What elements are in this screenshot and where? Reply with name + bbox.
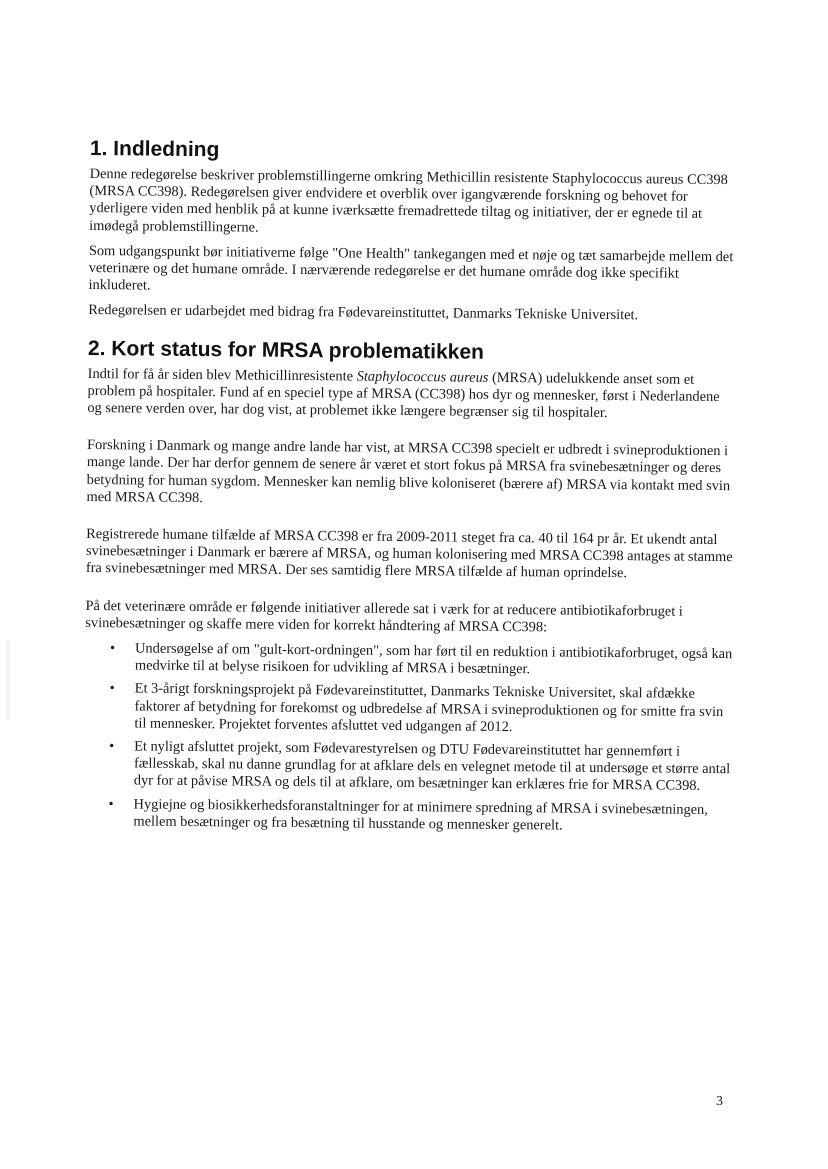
list-item-text: Hygiejne og biosikkerhedsforanstaltninger for at minimere spredning af MRSA i svinebesætningen, mellem besætninger og fra besætning til husstande og mennesker generelt.: [133, 796, 708, 834]
bullet-icon: •: [109, 680, 115, 697]
species-name-italic: Staphylococcus aureus: [356, 368, 489, 386]
paragraph-text: Indtil for få år siden blev Methicillinresistente: [87, 365, 357, 385]
list-item: [84, 738, 734, 796]
initiatives-list: [83, 640, 735, 836]
bullet-icon: •: [109, 738, 115, 755]
list-item: [83, 796, 733, 837]
paragraph-text: (MRSA) udelukkende anset som et problem på hospitaler. Fund af en speciel type af MRSA (CC398) hos dyr og mennesker, først i Nederlandene og senere verden over, har dog vist, at problemet ikke længere begrænser sig til hospitaler.: [87, 369, 720, 422]
list-item: [84, 680, 734, 738]
section-1-heading: 1. Indledning: [89, 136, 220, 162]
list-item-text: Et 3-årigt forskningsprojekt på Fødevareinstituttet, Danmarks Tekniske Universitet, skal afdække faktorer af betydning for forekomst og udbredelse af MRSA i svineproduktionen og for smitte fra svin til mennesker. Projektet forventes afsluttet ved udgangen af 2012.: [134, 680, 724, 735]
section-2-heading: 2. Kort status for MRSA problematikken: [87, 336, 485, 364]
section-2-paragraph-3: Registrerede humane tilfælde af MRSA CC398 er fra 2009-2011 steget fra ca. 40 til 164 pr år. Et ukendt antal svinebesætninger i Danmark er bærere af MRSA, og human kolonisering med MRSA CC398 antages at stamme fra svinebesætninger med MRSA. Der ses samtidig flere MRSA tilfælde af human oprindelse.: [85, 526, 733, 582]
list-item-text: Et nyligt afsluttet projekt, som Fødevarestyrelsen og DTU Fødevareinstituttet har gennemført i fællesskab, skal nu danne grundlag for at afklare dels en velegnet metode til at undersøge et større antal dyr for at påvise MRSA og dels til at afklare, om besætninger kan erklæres frie for MRSA CC398.: [133, 738, 731, 795]
section-2-paragraph-1: [87, 366, 737, 424]
section-2-paragraph-4: På det veterinære område er følgende initiativer allerede sat i værk for at reducere antibiotikaforbruget i svinebesætninger og skaffe mere viden for korrekt håndtering af MRSA CC398:: [85, 597, 683, 636]
list-item-text: Undersøgelse af om "gult-kort-ordningen", som har ført til en reduktion i antibiotikaforbruget, også kan medvirke til at belyse risikoen for udvikling af MRSA i besætninger.: [134, 640, 733, 678]
section-2-paragraph-2: Forskning i Danmark og mange andre lande har vist, at MRSA CC398 specielt er udbredt i svineproduktionen i mange lande. Der har derfor gennem de senere år været et stort fokus på MRSA fra svinebesætninger og deres betydning for human sygdom. Mennesker kan nemlig blive koloniseret (bærere af) MRSA via kontakt med svin med MRSA CC398.: [86, 437, 731, 506]
section-1-paragraph-3: Redegørelsen er udarbejdet med bidrag fra Fødevareinstituttet, Danmarks Tekniske Universitet.: [88, 302, 639, 324]
page-content: [83, 136, 740, 842]
list-item: [85, 640, 735, 681]
scan-edge-mark: [6, 640, 10, 720]
section-1-paragraph-2: Som udgangspunkt bør initiativerne følge "One Health" tankegangen med et nøje og tæt samarbejde mellem det veterinære og det humane område. I nærværende redegørelse er det humane område dog ikke specifikt inkluderet.: [88, 242, 734, 294]
bullet-icon: •: [110, 640, 116, 657]
section-1-paragraph-1: Denne redegørelse beskriver problemstillingerne omkring Methicillin resistente Staphylococcus aureus CC398 (MRSA CC398). Redegørelsen giver endvidere et overblik over igangværende forskning og behovet for yderligere viden med henblik på at kunne iværksætte fremadrettede tiltag og initiativer, der er egnede til at imødegå problemstillingerne.: [89, 165, 728, 236]
bullet-icon: •: [108, 795, 114, 812]
page-number: 3: [716, 1094, 723, 1109]
